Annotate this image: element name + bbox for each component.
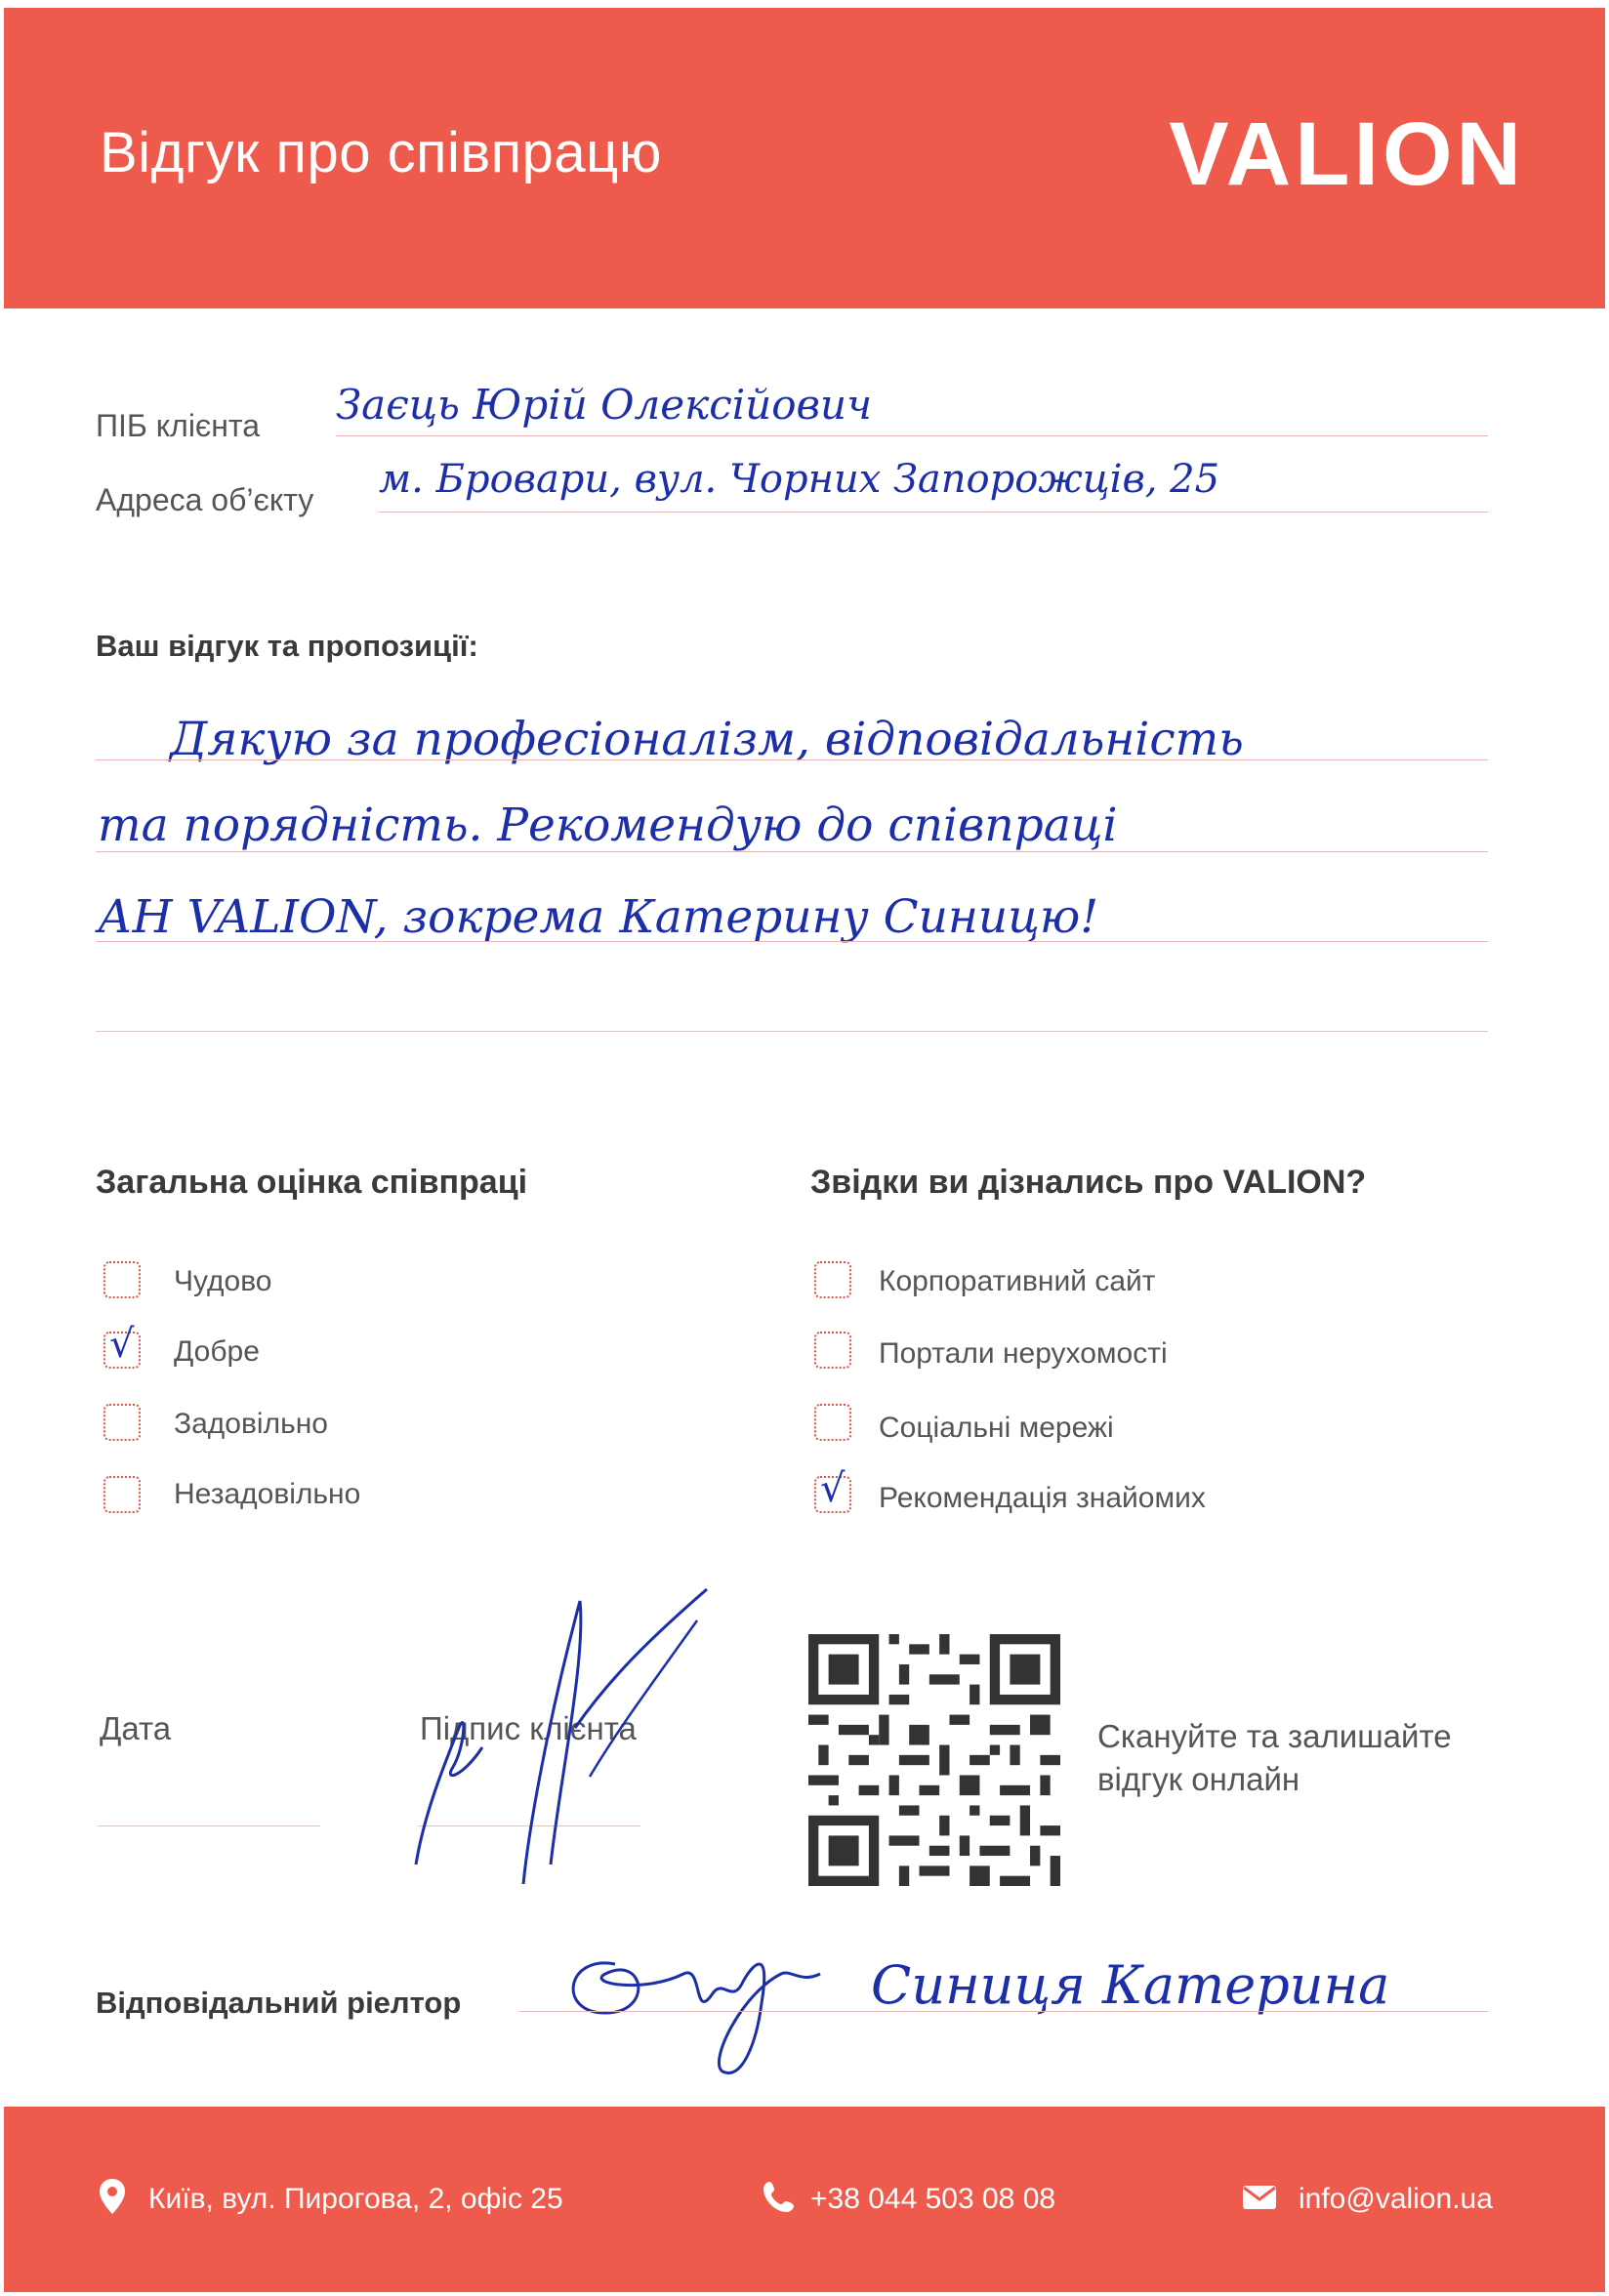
feedback-rule-4 (96, 1031, 1488, 1032)
rating-option-excellent: Чудово (174, 1265, 272, 1297)
footer-email[interactable]: info@valion.ua (1299, 2183, 1493, 2215)
footer-bar (4, 2107, 1605, 2292)
page-title: Відгук про співпрацю (100, 121, 662, 184)
rating-checkbox-excellent[interactable] (103, 1261, 141, 1298)
feedback-line-3: АН VALION, зокрема Катерину Синицю! (98, 890, 1099, 944)
feedback-line-1: Дякую за професіоналізм, відповідальність (170, 713, 1244, 766)
realtor-label: Відповідальний ріелтор (96, 1986, 462, 2020)
rating-option-good: Добре (174, 1335, 260, 1368)
rating-option-unsatisfactory: Незадовільно (174, 1478, 361, 1510)
source-checkbox-portals[interactable] (814, 1332, 851, 1369)
phone-icon (762, 2179, 797, 2214)
feedback-form (4, 8, 1605, 2292)
source-option-referral: Рекомендація знайомих (879, 1482, 1206, 1514)
qr-caption-line-1: Скануйте та залишайте (1097, 1718, 1452, 1754)
rating-checkbox-unsatisfactory[interactable] (103, 1476, 141, 1513)
address-label: Адреса об’єкту (96, 482, 314, 517)
feedback-rule-2 (96, 851, 1488, 852)
realtor-signature (547, 1886, 840, 2101)
client-signature-label: Підпис клієнта (420, 1710, 637, 1746)
feedback-title: Ваш відгук та пропозиції: (96, 629, 478, 663)
address-value: м. Бровари, вул. Чорних Запорожців, 25 (379, 457, 1220, 502)
date-label: Дата (100, 1710, 172, 1746)
mail-icon (1242, 2185, 1277, 2210)
location-pin-icon (98, 2177, 127, 2216)
header-bar (4, 8, 1605, 308)
source-option-social: Соціальні мережі (879, 1412, 1114, 1444)
source-checkbox-social[interactable] (814, 1404, 851, 1441)
date-line (98, 1825, 320, 1826)
qr-caption-line-2: відгук онлайн (1097, 1761, 1300, 1797)
source-option-portals: Портали нерухомості (879, 1337, 1168, 1370)
client-signature (404, 1581, 717, 1904)
rating-checkbox-satisfactory[interactable] (103, 1404, 141, 1441)
source-checkbox-website[interactable] (814, 1261, 851, 1298)
rating-option-satisfactory: Задовільно (174, 1408, 328, 1440)
realtor-name: Синиця Катерина (871, 1954, 1390, 2016)
check-mark-icon: √ (109, 1322, 135, 1367)
source-option-website: Корпоративний сайт (879, 1265, 1156, 1297)
footer-phone[interactable]: +38 044 503 08 08 (810, 2183, 1056, 2215)
client-name-line (336, 435, 1488, 436)
realtor-line (519, 2011, 1488, 2012)
feedback-rule-1 (96, 759, 1488, 760)
brand-logo: VALION (1169, 104, 1525, 204)
check-mark-icon: √ (820, 1466, 846, 1511)
footer-address: Київ, вул. Пирогова, 2, офіс 25 (148, 2183, 563, 2215)
source-title: Звідки ви дізнались про VALION? (810, 1164, 1367, 1201)
feedback-line-2: та порядність. Рекомендую до співпраці (98, 799, 1118, 852)
client-name-value: Заєць Юрій Олексійович (336, 381, 873, 429)
rating-title: Загальна оцінка співпраці (96, 1164, 528, 1201)
feedback-rule-3 (96, 941, 1488, 942)
client-name-label: ПІБ клієнта (96, 408, 261, 443)
qr-code-icon (808, 1634, 1060, 1886)
